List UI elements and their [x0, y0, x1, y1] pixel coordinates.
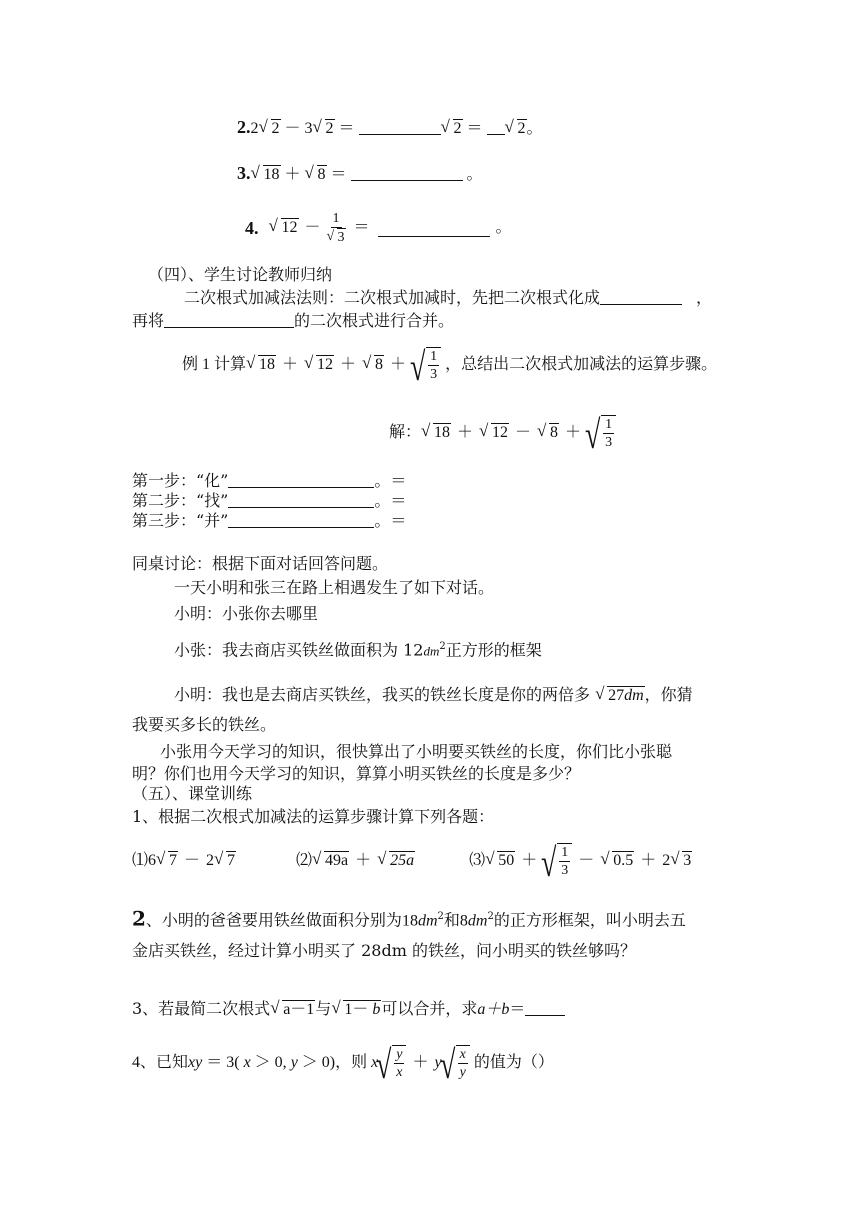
- dialog-line-1: 一天小明和张三在路上相遇发生了如下对话。: [174, 578, 495, 597]
- section-5-title: （五）、课堂训练: [132, 784, 253, 803]
- exercise-1-prompt: 1、根据二次根式加减法的运算步骤计算下列各题：: [132, 807, 495, 826]
- answer-blank[interactable]: [228, 491, 374, 508]
- answer-blank[interactable]: [487, 118, 505, 135]
- exercise-4: 4、已知 xy ＝ 3( x ＞ 0, y ＞ 0)，则 x √ $\frac{y}{x}$ ＋ y √ $\frac{x}{y}$ 的值为（）: [132, 1042, 554, 1087]
- question-3: 3. √ 18 ＋ √ 8 ＝ 。: [237, 163, 483, 183]
- example-1: 例 1 计算 √ 18 ＋ √ 12 ＋ √ 8 ＋ √ $\frac{1}{3}$ ，总结出二次根式加减法的运算步骤。: [182, 344, 718, 389]
- solution-expr: 解： √ 18 ＋ √ 12 － √ 8 ＋ √ $\frac{1}{3}$: [389, 410, 616, 456]
- answer-blank[interactable]: [600, 288, 682, 305]
- answer-blank[interactable]: [378, 220, 490, 237]
- exercise-3: 3、若最简二次根式 √ a－1与 √ 1－ b可以合并，求a＋b＝: [132, 998, 565, 1021]
- rule-line-2: 再将 的二次根式进行合并。: [132, 311, 455, 330]
- step-3: 第三步：“并” 。＝: [132, 511, 407, 530]
- step-2: 第二步：“找” 。＝: [132, 491, 407, 510]
- answer-blank[interactable]: [164, 311, 294, 328]
- dialog-line-6: 小张用今天学习的知识，很快算出了小明要买铁丝的长度，你们比小张聪: [160, 742, 673, 761]
- question-4: 4. √ 12 － 1 √ 3 ＝ 。: [245, 210, 512, 245]
- answer-blank[interactable]: [359, 118, 441, 135]
- dialog-line-2: 小明：小张你去哪里: [174, 604, 319, 623]
- answer-blank[interactable]: [351, 164, 463, 181]
- answer-blank[interactable]: [228, 511, 374, 528]
- step-1: 第一步：“化” 。＝: [132, 471, 407, 490]
- rule-line-1: 二次根式加减法法则：二次根式加减时，先把二次根式化成 ，: [184, 288, 713, 307]
- dialog-line-3: 小张：我去商店买铁丝做面积为 $12dm^2$正方形的框架: [174, 640, 542, 660]
- exercise-2-line-2: 金店买铁丝，经过计算小明买了 28dm 的铁丝，问小明买的铁丝够吗？: [132, 941, 636, 960]
- dialog-line-7: 明？你们也用今天学习的知识，算算小明买铁丝的长度是多少？: [132, 764, 581, 783]
- section-4-title: （四）、学生讨论教师归纳: [148, 265, 333, 284]
- answer-blank[interactable]: [525, 999, 565, 1016]
- dialog-intro: 同桌讨论：根据下面对话回答问题。: [132, 554, 389, 573]
- exercise-1-items: ⑴6 √ 7 － 2 √ 7 ⑵ √ 49a ＋ √ 25a ⑶ √ 50 ＋ √ $\frac{1}{3}$ － √ 0.5 ＋ 2 √ 3: [132, 840, 692, 885]
- dialog-line-4: 小明：我也是去商店买铁丝，我买的铁丝长度是你的两倍多 √ 27dm，你猜: [174, 684, 693, 704]
- exercise-2-line-1: 2、小明的爸爸要用铁丝做面积分别为$18dm^2$和$8dm^2$的正方形框架，叫小明去五: [132, 906, 686, 931]
- question-2: 2.2 √ 2 － 3 √ 2 ＝ √ 2 ＝ √ 2。: [237, 117, 543, 137]
- dialog-line-5: 我要买多长的铁丝。: [132, 715, 277, 734]
- answer-blank[interactable]: [228, 471, 374, 488]
